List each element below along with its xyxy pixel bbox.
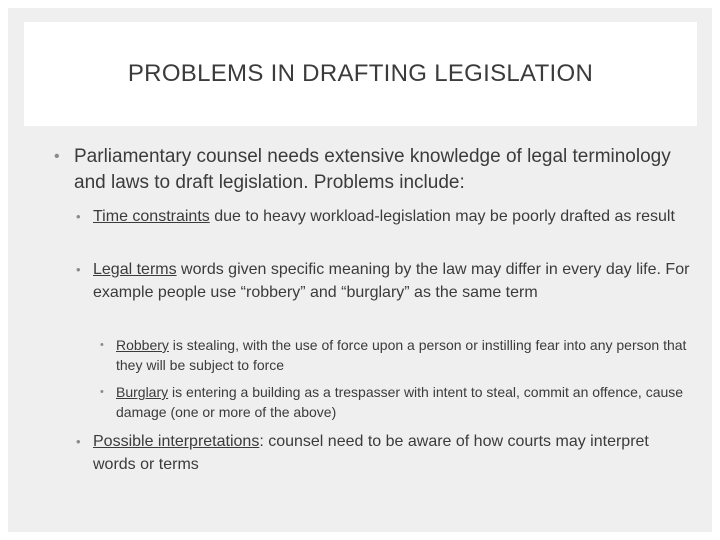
robbery-term: Robbery <box>116 337 169 353</box>
robbery-text: is stealing, with the use of force upon a person or instilling fear into any person that they will be subject to force <box>116 337 687 373</box>
time-constraints-term: Time constraints <box>93 208 210 225</box>
burglary-text: is entering a building as a trespasser with intent to steal, commit an offence, cause damage (one or more of the above) <box>116 384 684 420</box>
time-constraints-text: due to heavy workload-legislation may be poorly drafted as result <box>209 208 675 225</box>
intro-text: Parliamentary counsel needs extensive knowledge of legal terminology and laws to draft legislation. Problems include: <box>74 146 671 193</box>
burglary-bullet <box>116 382 696 422</box>
bullet-icon: • <box>54 148 60 165</box>
burglary-term: Burglary <box>116 384 169 400</box>
possible-interpretations-bullet <box>93 430 693 476</box>
slide-title: PROBLEMS IN DRAFTING LEGISLATION <box>127 60 594 87</box>
legal-terms-bullet <box>93 258 693 304</box>
possible-interpretations-term: Possible interpretations <box>93 433 260 450</box>
bullet-icon: • <box>100 339 104 351</box>
intro-bullet <box>74 144 706 196</box>
robbery-bullet <box>116 335 696 375</box>
possible-interpretations-text: : counsel need to be aware of how courts may interpret words or terms <box>93 433 649 473</box>
time-constraints-bullet <box>93 205 693 228</box>
bullet-icon: • <box>76 262 81 277</box>
bullet-icon: • <box>76 209 81 224</box>
legal-terms-term: Legal terms <box>93 261 177 278</box>
bullet-icon: • <box>100 386 104 398</box>
legal-terms-text: words given specific meaning by the law may differ in every day life. For example people use “robbery” and “burglary” as the same term <box>93 261 690 301</box>
bullet-icon: • <box>76 434 81 449</box>
